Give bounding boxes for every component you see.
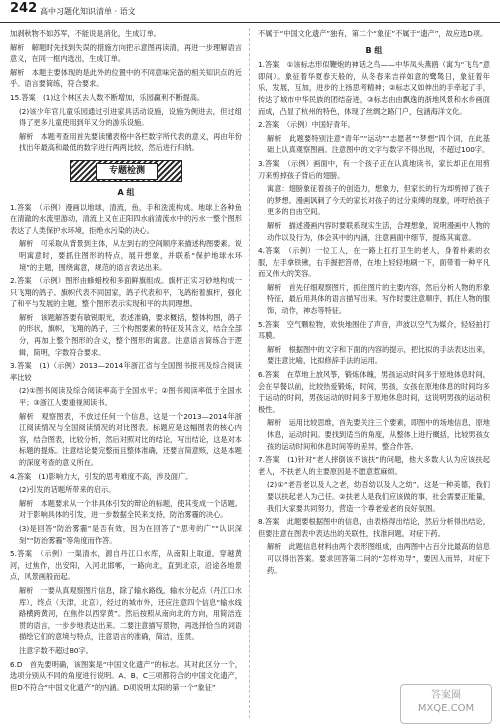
group-b-title: B 组	[365, 45, 383, 55]
answer-b4: 4.答案 （示例）一位工人，在一路上扛打卫生的老人，身着朴素的衣服，左手拿铁锹，右手握把笤帚，在地上轻轻地刷一下，面带着一种平凡而又伟大的笑容。	[258, 246, 490, 279]
paragraph: (2)该少年官儿童乐园通过引进家具活动设施，设施为例进去，但过组得了更多儿童使用到年又分的游乐设施。	[19, 106, 242, 128]
paragraph: 解析 一要从真观察图片信息，除了输水路线，输水分起点（丹江口水库），终点（天津，北京），经过的城市外，还应注意四个信息“输水线路横跨黄河，在焦作以西穿黄”。然后按照从南向北的方向，用简洁连贯的语言，一步步地表达出来。二要注意描写景物，再选择恰当的词语描绘它们的意境与特点，注意语言的准确，简洁，连贯。	[19, 585, 242, 642]
paragraph: (2)引发的话题所带来的启示。	[19, 485, 116, 495]
paragraph: (2)①“老吾老以及人之老，幼吾幼以及人之幼”。这是一种美德，我们要以扶起老人为己任。②扶老人是我们应该做的事，社会需要正能量，我们大家要共同努力，营造一个尊老爱老的良好氛围。	[267, 480, 490, 513]
section-banner	[70, 160, 182, 182]
answer-b1: 1.答案 ①该标志形似鞭炮的神话之鸟——中华凤头燕鸥（寓为“飞鸟”意即间）。象征着华夏春天般的，从冬春来吉祥如意的鹭鸶日，象征着年乐，发展，互加，进步的上扬思考精神；②标志又如伸出的手牵起了手，传达了城市中华民族的团结奋进，③标志由由飘逸的浙地风景和水乡画面而成，凸显了杭州的特色，体现了丝绸之路门户，包涵海洋文化。	[258, 60, 490, 116]
answer-15: 15.答案 (1)这个林区去人数不断增加，乐园赢利不断提高。	[10, 92, 205, 102]
paragraph: 注意字数不超过80字。	[19, 645, 93, 655]
paragraph: 解析 此题信息材料由两个表形图组成，由两图中占百分比最高的信息可以得出答案。要求回答第二问的“怎样劝导”，要因人而异，对症下药。	[267, 542, 490, 575]
answer-b3: 3.答案 （示例）画面中，有一个孩子正在认真地读书，家长却正在用剪刀来剪掉孩子背后的翅膀。	[258, 158, 490, 180]
right-column	[258, 28, 490, 718]
paragraph: 解析 此题要特别注意“青年”“运动”“志愿者”“梦想”四个词，在此基础上认真观察图画。注意图中的文字与数字不得出现，不超过100字。	[267, 133, 490, 155]
paragraph: 解析 运用比较思维，首先要关注三个要素，即图中的场地信息，原地休息，运动时间。要找到适当的角度，从整体上进行概括，比较男孩女孩的运动时间和休息时间等的差异，整合作答。	[267, 418, 490, 451]
paragraph: 解析 描述漫画内容时要联系现实生活，合理想象，说明漫画中人物的动作以及行为，体会其中的内涵，注意画面中细节，提炼其寓意。	[267, 220, 490, 242]
page-number: 242	[10, 1, 38, 16]
page-header	[0, 0, 500, 23]
answer-5: 5.答案 （示例）一渠清水，源自丹江口水库，从南阳上取道，穿越黄河，过焦作，出安阳，入河北邯郸，一路向北，直到北京，沿途各地景点，风景画般而起。	[10, 549, 242, 582]
paragraph: 寓意：翅膀象征着孩子的创造力，想象力，但家长的行为却剪掉了孩子的梦想。漫画讽刺了今天的家长对孩子的过分束缚的现象，呼吁给孩子更多的自由空间。	[267, 184, 490, 217]
paragraph: 解析 解题时先找到失误的措施方向把示意图再读清，再进一步理解语言意义，在同一框内选出，生成订单。	[10, 42, 242, 64]
paragraph: (2)①图书阅读及综合阅读率高于全国水平；②图书阅读率低于全国水平；③浙江人要重视阅读书。	[19, 386, 242, 408]
paragraph: 解析 该题解答要有敏锐眼光，表述准确，要求概括，整体构图，鸽子的形状，旗帜，飞翔的鸽子，三个构图要素的特征及其含义，结合全部分，再加上整个图形的含义，整个图形的寓意。注意语言简练合于逻辑，简明，字数符合要求。	[19, 312, 242, 357]
paragraph: 解析 首先仔细观察图片，抓住图片的主要内容，然后分析人物的形象特征，最后用具体的语言描写出来。写作时要注意顺序，抓住人物的服饰，动作，神态等特征。	[267, 282, 490, 316]
paragraph: 解析 本题要求从一个非具体引发的辩论的标题，使其变成一个话题。对于影响具体的引发，进一步数据全民来支持，防治雾霾的决心。	[19, 498, 242, 520]
paragraph: 解析 本题主要体现的是此外的位置中的不同意味完备的相关知识点的近乎。语言要简练，符合要求。	[10, 67, 242, 89]
group-a-title: A 组	[117, 187, 135, 197]
paragraph: 解析 观察图表，不放过任何一个信息，这是一个2013—2014年浙江阅读情况与全国阅读情况的对比图表。标题应是这幅图表的核心内容，结合图表，比较分析，然后对照对比的结论，写出结论，这是对本标题的提炼。注意结论要完整而且整体准确，还要言简意赅，这是本题的深度考查的意义所在。	[19, 411, 242, 467]
answer-b6: 6.答案 在草地上放风筝，锻炼体魄，男孩运动时间多于原地体息时间，会在早餐以前，比较热爱锻炼，时间，男孩，女孩在原地体息的时间均多于运动的时间，男孩运动的时间多于原地休息时间，这说明男孩的运动积极性。	[258, 370, 490, 414]
paragraph: (3)是回答“防治雾霾”是否有效，因为在回答了“思考的广”“认识深刻”“防治雾霾”等角度而作答。	[19, 523, 242, 545]
answer-b5: 5.答案 空气颗粒物，欢快地围住了声音，声波以空气为媒介，轻轻拍打耳膜。	[258, 319, 490, 341]
paragraph: 解析 本题考查用首先要读懂表格中各栏数字所代表的意义，再由年份找出年最高和最低的数字进行两两比较，然后进行归纳。	[19, 131, 242, 153]
answer-1: 1.答案 （示例）漫画以地球，清流，鱼，手和洗流构成。地球上各种鱼在清澈的水流里游动，清流上又在正阳四水前清流水中的污水一整个图形表达了人类保护水环境，拒绝水污染的决心。	[10, 202, 242, 235]
paragraph: 加剥秋物不如苏军，不能说是消化，生成订单。	[10, 29, 161, 38]
watermark-line: MXQE.COM	[417, 703, 475, 714]
answer-3: 3.答案 (1)（示例）2013—2014年浙江省与全国图书报刊及综合阅读率比较	[10, 361, 242, 382]
paragraph: 解析 根据图中的文字和下面的内容的提示，把比拟的手法表达出来，要注意比喻，比拟修辞手法的运用。	[267, 344, 490, 366]
section-banner-label: 专题检测	[96, 163, 158, 180]
left-column	[10, 28, 242, 718]
answer-2: 2.答案 （示例）图形由蜂蜡校和多面鲜旗组成。旗杆正实习砂地构成一只飞翔的鸽子。旗帜代表不同国家，鸽子代表和平，飞鸽衔着旗杆，强化了和平与发展的主题，整个图形表示实现和平的共同理想。	[10, 276, 242, 309]
answer-b8: 8.答案 此题要根据图中的信息，由表格得出结论，然后分析得出结论，但要注意在图表中表达出的关联性，找准问题，对症下药。	[258, 517, 490, 538]
paragraph: 不属于“中国文化遗产”独有，第二个“象征”不属于“遗产”，故应选D项。	[258, 29, 488, 38]
watermark-line: 答案圈	[431, 690, 461, 701]
series-title: 高中习题化知识清单 · 语文	[40, 7, 136, 16]
answer-6: 6.D 首先要明确，该图案是“中国文化遗产”的标志。其对此区分一个，选项分别从不同的角度进行说明。A、B、C三项都符合的中国文化遗产，但D不符合“中国文化遗产”的内涵。D项说明太阳的第一个“象征”	[10, 659, 242, 692]
column-divider	[249, 28, 250, 718]
answer-4: 4.答案 (1)影响力大，引发的思考难度不高，涉及面广。	[10, 471, 193, 481]
paragraph: 解析 可采取从背景到主体，从左到右的空间顺序来描述构图要素。说明寓意时，要抓住图形的特点，展开想象，并联系“保护地球水环境”的主题，围绕寓意，规范的语言表达出来。	[19, 239, 242, 272]
answer-b2: 2.答案 （示例）中国好青年。	[258, 120, 355, 130]
answer-b7: 7.答案 (1)针对“老人摔倒该不该扶”的问题，他大多数人认为应该扶起老人，不扶老人的主要原因是不愿意惹麻烦。	[258, 455, 490, 476]
watermark-logo	[400, 684, 492, 724]
